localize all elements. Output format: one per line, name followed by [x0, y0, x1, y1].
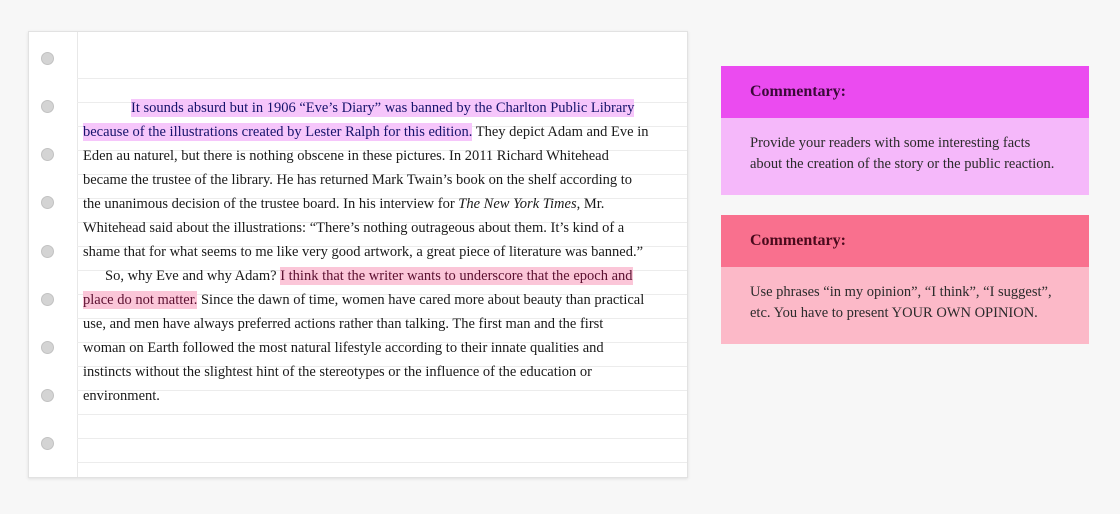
document-line	[77, 192, 687, 216]
line-content	[77, 316, 603, 332]
binder-hole	[41, 148, 54, 161]
document-line	[77, 96, 687, 120]
text-run: Whitehead said about the illustrations: “There’s nothing outrageous about them. It’s kind of a	[83, 220, 625, 236]
document-text	[77, 32, 687, 477]
document-line	[77, 264, 687, 288]
binder-hole	[41, 245, 54, 258]
document-line	[77, 360, 687, 384]
text-run: woman on Earth followed the most natural lifestyle according to their innate qualities and	[83, 340, 604, 356]
line-content	[77, 196, 604, 212]
text-run: became the trustee of the library. He has returned Mark Twain’s book on the shelf according to	[83, 172, 632, 188]
document-line	[77, 120, 687, 144]
text-run: shame that for what seems to me like very good artwork, a great piece of literature was banned.”	[83, 244, 644, 260]
commentary-card-2	[721, 215, 1089, 344]
binder-hole	[41, 341, 54, 354]
text-run: So, why Eve and why Adam?	[105, 268, 281, 284]
binder-hole	[41, 293, 54, 306]
highlight-violet: because of the illustrations created by Lester Ralph for this edition.	[83, 124, 473, 140]
binder-hole	[41, 52, 54, 65]
text-run: instincts without the slightest hint of the stereotypes or the influence of the education or	[83, 364, 592, 380]
line-content	[77, 340, 604, 356]
document-line	[77, 312, 687, 336]
text-run: They depict Adam and Eve in	[472, 124, 649, 140]
commentary-title: Commentary:	[721, 66, 1089, 118]
document-line	[77, 240, 687, 264]
line-content	[77, 364, 592, 380]
text-run: the unanimous decision of the trustee board. In his interview for	[83, 196, 459, 212]
document-line	[77, 288, 687, 312]
line-content	[77, 124, 648, 140]
highlight-pink: place do not matter.	[83, 292, 198, 308]
line-content	[77, 388, 160, 404]
highlight-violet: It sounds absurd but in 1906 “Eve’s Diary” was banned by the Charlton Public Library	[131, 100, 635, 116]
line-content	[77, 244, 643, 260]
text-run: , Mr.	[576, 196, 605, 212]
line-content	[77, 292, 644, 308]
binder-hole	[41, 196, 54, 209]
document-line	[77, 336, 687, 360]
italic-title: The New York Times	[458, 196, 577, 212]
line-content	[77, 220, 624, 236]
document-sheet	[28, 31, 688, 478]
binder-hole	[41, 100, 54, 113]
binder-holes-strip	[29, 32, 77, 477]
text-run: environment.	[83, 388, 160, 404]
text-run: use, and men have always preferred actions rather than talking. The first man and the first	[83, 316, 604, 332]
line-content	[77, 172, 632, 188]
document-line	[77, 384, 687, 408]
commentary-body: Use phrases “in my opinion”, “I think”, “I suggest”, etc. You have to present YOUR OWN OPINION.	[721, 267, 1089, 344]
line-content	[77, 148, 609, 164]
commentary-body: Provide your readers with some interesting facts about the creation of the story or the public reaction.	[721, 118, 1089, 195]
document-line	[77, 144, 687, 168]
binder-hole	[41, 389, 54, 402]
document-line	[77, 168, 687, 192]
text-run: Eden au naturel, but there is nothing obscene in these pictures. In 2011 Richard Whitehead	[83, 148, 609, 164]
line-content	[77, 268, 633, 284]
binder-hole	[41, 437, 54, 450]
highlight-pink: I think that the writer wants to underscore that the epoch and	[280, 268, 633, 284]
commentary-title: Commentary:	[721, 215, 1089, 267]
line-content	[77, 100, 634, 116]
text-run: Since the dawn of time, women have cared more about beauty than practical	[197, 292, 645, 308]
document-line	[77, 216, 687, 240]
commentary-card-1	[721, 66, 1089, 195]
